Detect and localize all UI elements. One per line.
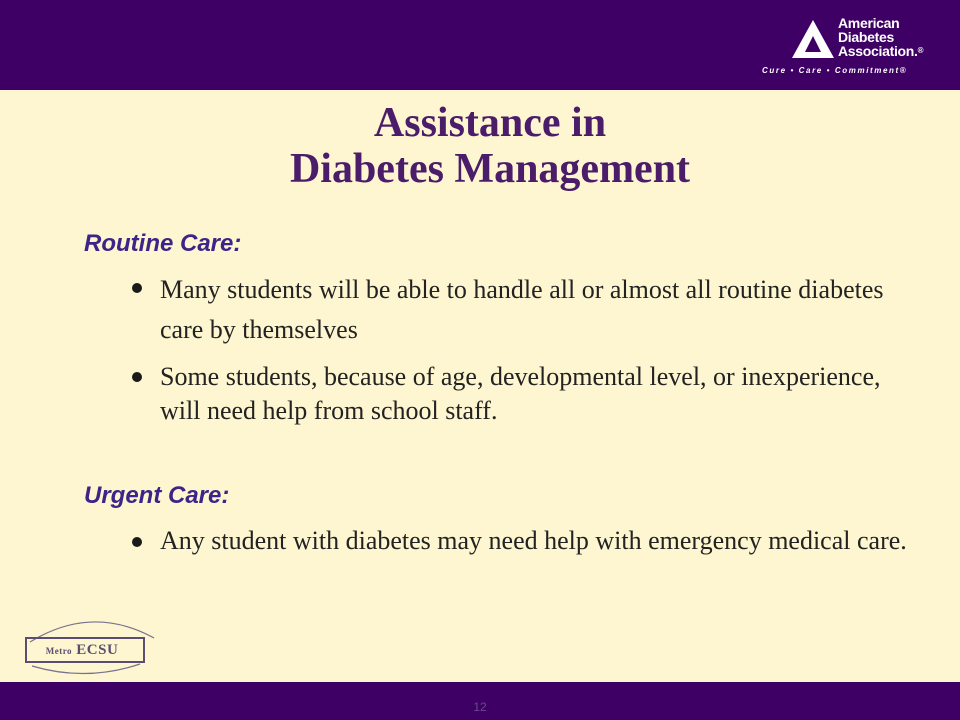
ada-name — [838, 16, 923, 58]
bullet-dot-icon — [132, 372, 142, 382]
slide-title-line2: Diabetes Management — [289, 146, 691, 192]
page-number: 12 — [473, 700, 487, 714]
bullet-item: Some students, because of age, developmental level, or inexperience, will need help from school staff. — [160, 362, 881, 425]
ecsu-name: ECSU — [76, 642, 119, 658]
slide-title — [0, 100, 960, 192]
ada-tagline: Cure • Care • Commitment® — [762, 66, 908, 75]
bullet-item: Any student with diabetes may need help with emergency medical care. — [160, 526, 907, 555]
ada-name-line3: Association. — [838, 43, 918, 59]
ecsu-prefix: Metro — [45, 646, 73, 656]
ada-name-line1: American — [838, 15, 900, 31]
urgent-care-heading: Urgent Care: — [84, 482, 230, 509]
registered-mark: ® — [917, 46, 924, 55]
bullet-item: Many students will be able to handle all or almost all routine diabetes care by themselves — [160, 275, 884, 344]
bullet-dot-icon — [132, 283, 142, 293]
ada-triangle-icon — [790, 18, 836, 60]
ecsu-logo — [22, 608, 160, 680]
bullet-dot-icon — [132, 537, 142, 547]
ecsu-brand — [22, 642, 142, 659]
ada-logo — [762, 14, 940, 82]
ada-name-line2: Diabetes — [838, 29, 894, 45]
slide-title-line1: Assistance in — [373, 100, 607, 146]
routine-care-heading: Routine Care: — [84, 230, 242, 257]
